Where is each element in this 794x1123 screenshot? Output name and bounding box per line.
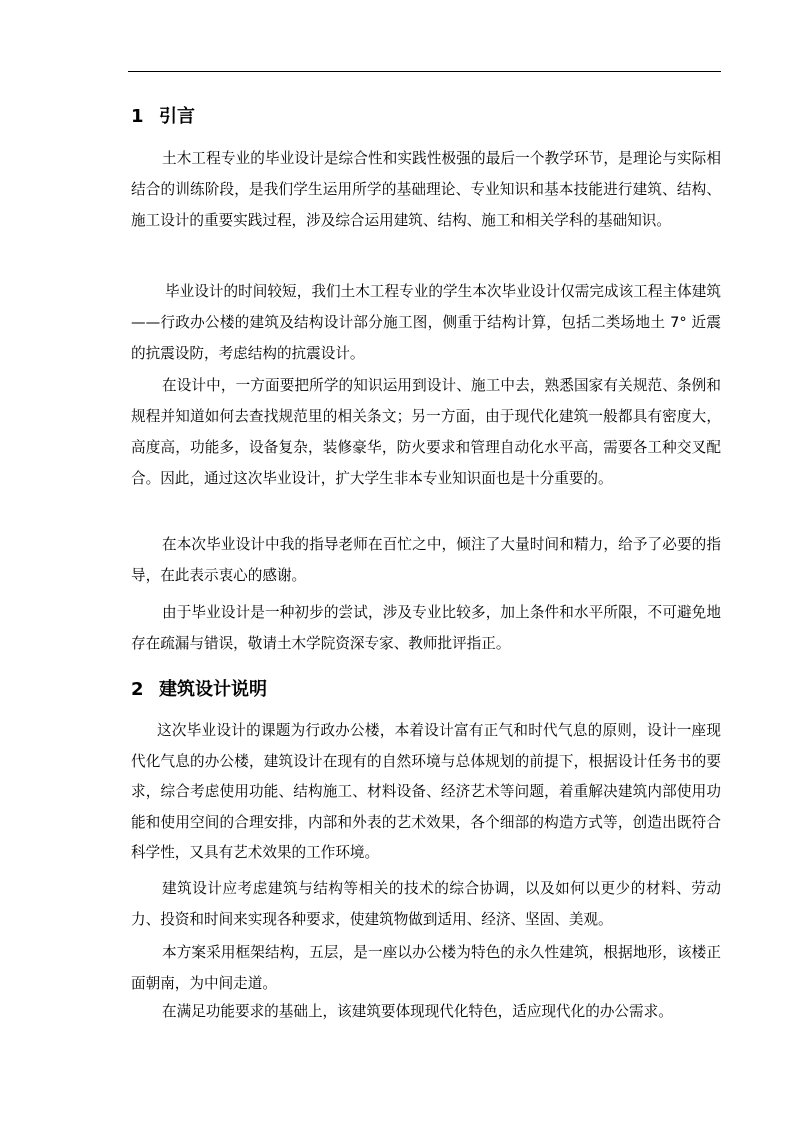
paragraph: 本方案采用框架结构，五层，是一座以办公楼为特色的永久性建筑，根据地形，该楼正面朝南，为中间走道。 <box>131 944 721 992</box>
paragraph: 在本次毕业设计中我的指导老师在百忙之中，倾注了大量时间和精力，给予了必要的指导，在此表示衷心的感谢。 <box>131 536 721 584</box>
paragraph: 建筑设计应考虑建筑与结构等相关的技术的综合协调，以及如何以更少的材料、劳动力、投资和时间来实现各种要求，使建筑物做到适用、经济、坚固、美观。 <box>131 880 721 928</box>
section-number: 1 <box>131 106 144 127</box>
section-heading-architecture <box>131 678 267 702</box>
paragraph: 在设计中，一方面要把所学的知识运用到设计、施工中去，熟悉国家有关规范、条例和规程并知道如何去查找规范里的相关条文；另一方面，由于现代化建筑一般都具有密度大，高度高，功能多，设备复杂，装修豪华，防火要求和管理自动化水平高，需要各工种交叉配合。因此，通过这次毕业设计，扩大学生非本专业知识面也是十分重要的。 <box>131 377 721 487</box>
section-number: 2 <box>131 679 144 700</box>
paragraph: 这次毕业设计的课题为行政办公楼，本着设计富有正气和时代气息的原则，设计一座现代化气息的办公楼，建筑设计在现有的自然环境与总体规划的前提下，根据设计任务书的要求，综合考虑使用功能、结构施工、材料设备、经济艺术等问题，着重解决建筑内部使用功能和使用空间的合理安排，内部和外表的艺术效果，各个细部的构造方式等，创造出既符合科学性，又具有艺术效果的工作环境。 <box>131 722 721 861</box>
paragraph: 毕业设计的时间较短，我们土木工程专业的学生本次毕业设计仅需完成该工程主体建筑——行政办公楼的建筑及结构设计部分施工图，侧重于结构计算，包括二类场地土 7° 近震的抗震设防，考虑结构的抗震设计。 <box>131 283 721 362</box>
section-title: 建筑设计说明 <box>159 679 267 700</box>
section-heading-intro <box>131 105 195 129</box>
header-rule <box>128 71 721 72</box>
paragraph: 由于毕业设计是一种初步的尝试，涉及专业比较多，加上条件和水平所限，不可避免地存在疏漏与错误，敬请土木学院资深专家、教师批评指正。 <box>131 604 721 652</box>
paragraph: 土木工程专业的毕业设计是综合性和实践性极强的最后一个教学环节，是理论与实际相结合的训练阶段，是我们学生运用所学的基础理论、专业知识和基本技能进行建筑、结构、施工设计的重要实践过程，涉及综合运用建筑、结构、施工和相关学科的基础知识。 <box>131 150 721 229</box>
section-title: 引言 <box>159 106 195 127</box>
paragraph: 在满足功能要求的基础上，该建筑要体现现代化特色，适应现代化的办公需求。 <box>162 1003 673 1020</box>
